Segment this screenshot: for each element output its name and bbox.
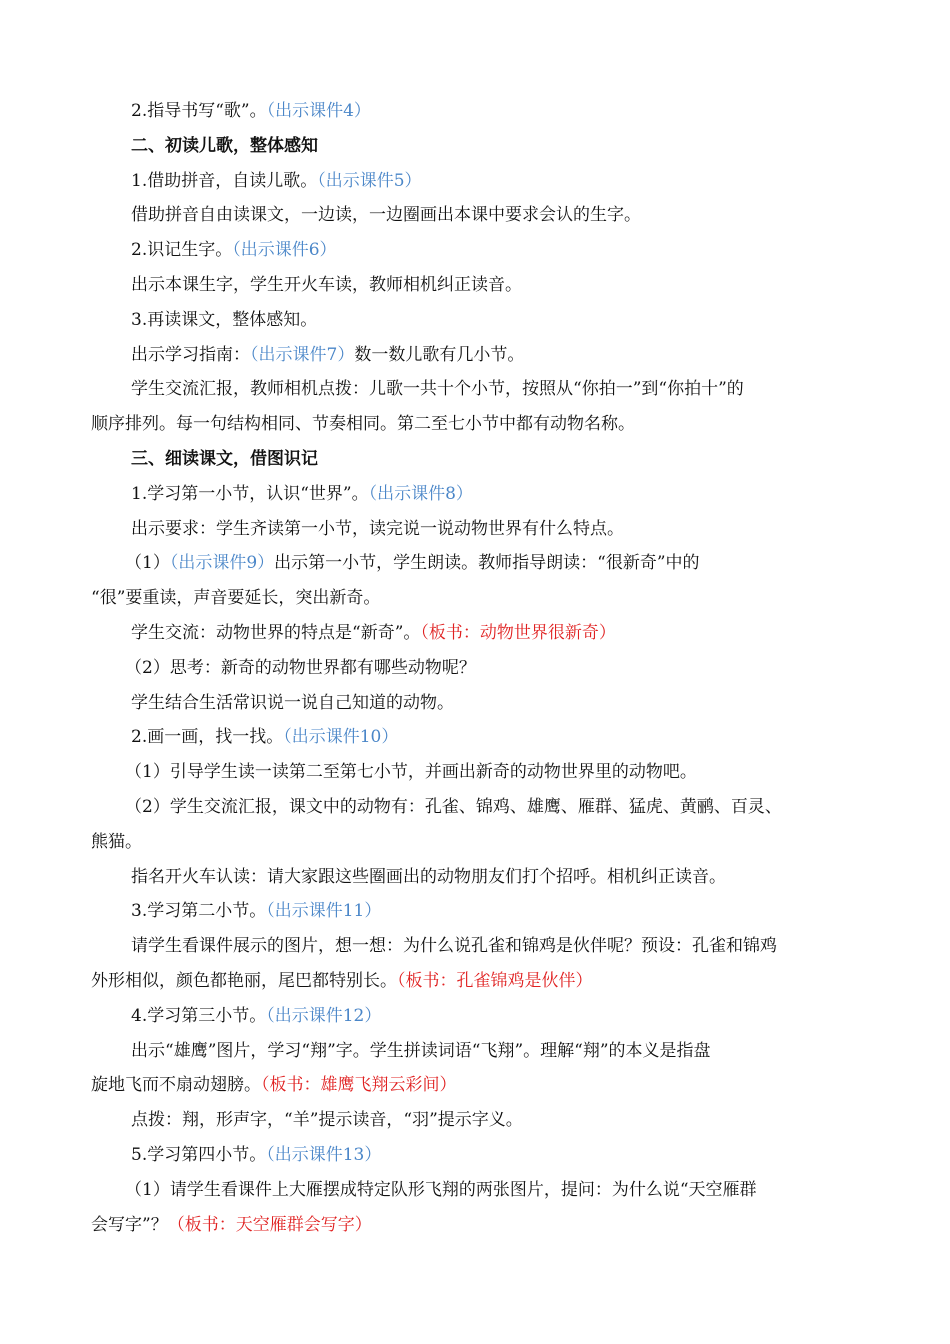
line-15: “很”要重读，声音要延长，突出新奇。 [91, 588, 381, 609]
courseware-ref: （出示课件10） [283, 727, 399, 748]
board-note: （板书：雄鹰飞翔云彩间） [261, 1075, 457, 1096]
line-32: （1）请学生看课件上大雁摆成特定队形飞翔的两张图片，提问：为什么说“天空雁群 [125, 1179, 757, 1200]
line-5: 2.识记生字。（出示课件6） [131, 240, 337, 261]
line-9: 学生交流汇报，教师相机点拨：儿歌一共十个小节，按照从“你拍一”到“你拍十”的 [131, 379, 744, 400]
document-page [91, 94, 861, 1242]
line-13: 出示要求：学生齐读第一小节，读完说一说动物世界有什么特点。 [131, 518, 624, 539]
courseware-ref: （出示课件12） [266, 1005, 382, 1026]
line-23: 指名开火车认读：请大家跟这些圈画出的动物朋友们打个招呼。相机纠正读音。 [131, 866, 726, 887]
line-31: 5.学习第四小节。（出示课件13） [131, 1144, 382, 1165]
courseware-ref: （出示课件5） [317, 170, 422, 191]
line-3: 1.借助拼音，自读儿歌。（出示课件5） [131, 170, 422, 191]
courseware-ref: （出示课件7） [250, 344, 355, 365]
section-heading: 三、细读课文，借图识记 [131, 448, 318, 469]
line-7: 3.再读课文，整体感知。 [131, 309, 318, 330]
board-note: （板书：动物世界很新奇） [420, 622, 616, 643]
line-22: 熊猫。 [91, 831, 142, 852]
line-26: 外形相似，颜色都艳丽，尾巴都特别长。（板书：孔雀锦鸡是伙伴） [91, 970, 593, 991]
line-30: 点拨：翔，形声字，“羊”提示读音，“羽”提示字义。 [131, 1110, 523, 1131]
line-16: 学生交流：动物世界的特点是“新奇”。（板书：动物世界很新奇） [131, 622, 616, 643]
line-14: （1）（出示课件9）出示第一小节，学生朗读。教师指导朗读：“很新奇”中的 [125, 553, 700, 574]
line-20: （1）引导学生读一读第二至第七小节，并画出新奇的动物世界里的动物吧。 [125, 762, 697, 783]
line-12: 1.学习第一小节，认识“世界”。（出示课件8） [131, 483, 473, 504]
courseware-ref: （出示课件11） [266, 901, 382, 922]
board-note: （板书：孔雀锦鸡是伙伴） [397, 970, 593, 991]
line-8: 出示学习指南：（出示课件7）数一数儿歌有几小节。 [131, 344, 525, 365]
line-33: 会写字”？（板书：天空雁群会写字） [91, 1214, 372, 1235]
courseware-ref: （出示课件9） [169, 553, 275, 574]
line-25: 请学生看课件展示的图片，想一想：为什么说孔雀和锦鸡是伙伴呢？预设：孔雀和锦鸡 [131, 936, 777, 957]
board-note: （板书：天空雁群会写字） [167, 1214, 372, 1235]
line-1: 2.指导书写“歌”。（出示课件4） [131, 101, 371, 121]
courseware-ref: （出示课件4） [266, 101, 371, 121]
line-29: 旋地飞而不扇动翅膀。（板书：雄鹰飞翔云彩间） [91, 1075, 457, 1096]
line-24: 3.学习第二小节。（出示课件11） [131, 901, 382, 922]
line-6: 出示本课生字，学生开火车读，教师相机纠正读音。 [131, 274, 522, 295]
line-17: （2）思考：新奇的动物世界都有哪些动物呢？ [125, 657, 476, 678]
line-27: 4.学习第三小节。（出示课件12） [131, 1005, 382, 1026]
courseware-ref: （出示课件13） [266, 1144, 382, 1165]
line-28: 出示“雄鹰”图片，学习“翔”字。学生拼读词语“飞翔”。理解“翔”的本义是指盘 [131, 1040, 711, 1061]
line-10: 顺序排列。每一句结构相同、节奏相同。第二至七小节中都有动物名称。 [91, 414, 635, 435]
section-heading: 二、初读儿歌，整体感知 [131, 135, 318, 156]
line-4: 借助拼音自由读课文，一边读，一边圈画出本课中要求会认的生字。 [131, 205, 641, 226]
line-19: 2.画一画，找一找。（出示课件10） [131, 727, 399, 748]
line-18: 学生结合生活常识说一说自己知道的动物。 [131, 692, 454, 713]
line-21: （2）学生交流汇报，课文中的动物有：孔雀、锦鸡、雄鹰、雁群、猛虎、黄鹂、百灵、 [125, 796, 782, 817]
courseware-ref: （出示课件6） [232, 240, 337, 261]
courseware-ref: （出示课件8） [368, 483, 473, 504]
